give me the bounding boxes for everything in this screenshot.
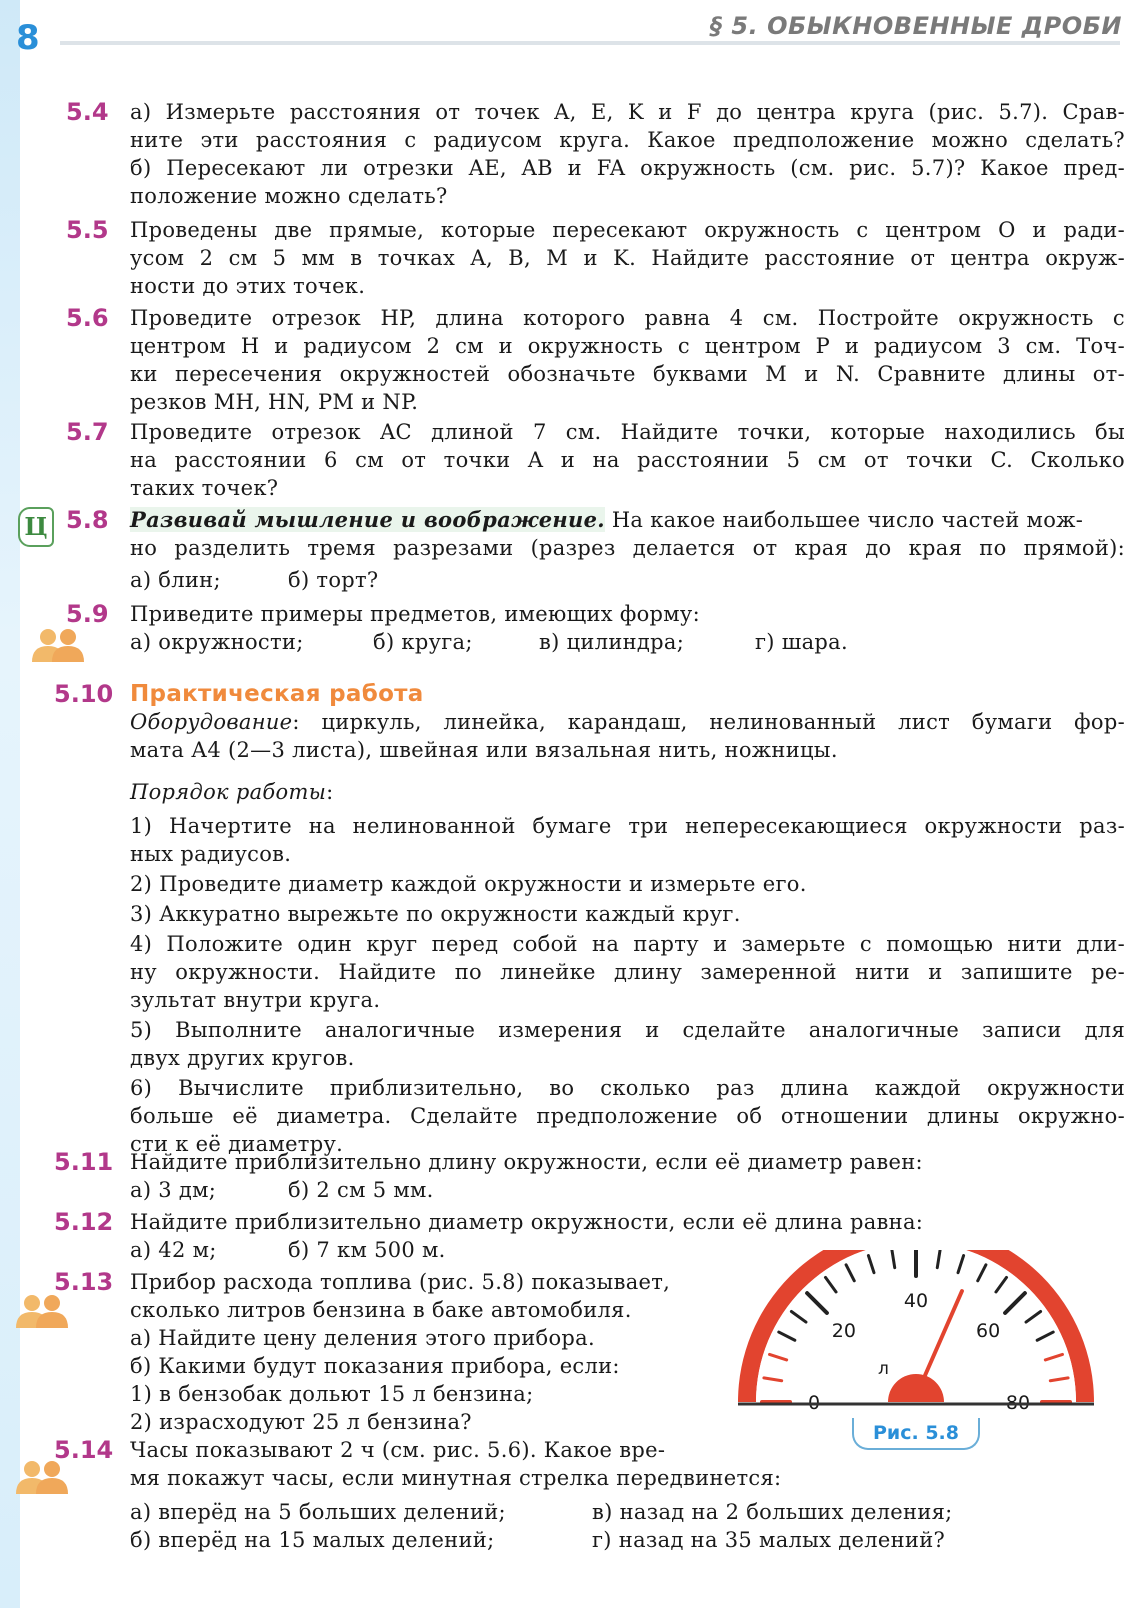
task-line: Часы показывают 2 ч (см. рис. 5.6). Какое вре- bbox=[130, 1438, 666, 1462]
task-number-5-4: 5.4 bbox=[66, 98, 109, 126]
task-line: 2) израсходуют 25 л бензина? bbox=[130, 1410, 472, 1434]
step-line: 1) Начертите на нелинованной бумаге три непересекающиеся окружности раз- bbox=[130, 814, 1125, 838]
task-number-5-6: 5.6 bbox=[66, 304, 109, 332]
task-line: Проведите отрезок HP, длина которого равна 4 см. Постройте окружность с bbox=[130, 306, 1125, 330]
task-number-5-9: 5.9 bbox=[66, 600, 109, 628]
step-line: 4) Положите один круг перед собой на парту и замерьте с помощью нити дли- bbox=[130, 932, 1125, 956]
step-line: 6) Вычислите приблизительно, во сколько раз длина каждой окружности bbox=[130, 1076, 1125, 1100]
steps-list bbox=[130, 812, 1125, 1158]
task-5-4 bbox=[130, 98, 1125, 210]
task-5-8 bbox=[130, 506, 1125, 594]
section-title: § 5. ОБЫКНОВЕННЫЕ ДРОБИ bbox=[710, 12, 1122, 40]
task-line bbox=[130, 708, 1125, 736]
task-line: на расстоянии 6 см от точки A и на расстоянии 5 см от точки C. Сколько bbox=[130, 448, 1125, 472]
task-line: Найдите приблизительно длину окружности, если её диаметр равен: bbox=[130, 1150, 923, 1174]
option-g: г) назад на 35 малых делений? bbox=[592, 1528, 946, 1552]
task-line: б) Пересекают ли отрезки AE, AB и FA окружность (см. рис. 5.7)? Какое пред- bbox=[130, 156, 1125, 180]
step-line: 5) Выполните аналогичные измерения и сделайте аналогичные записи для bbox=[130, 1018, 1125, 1042]
task-line bbox=[130, 506, 1125, 534]
task-line: но разделить тремя разрезами (разрез делается от края до края по прямой): bbox=[130, 536, 1125, 560]
task-line: Прибор расхода топлива (рис. 5.8) показывает, bbox=[130, 1270, 671, 1294]
page-number: 8 bbox=[16, 18, 40, 58]
task-line: ки пересечения окружностей обозначьте буквами M и N. Сравните длины от- bbox=[130, 362, 1125, 386]
pair-work-icon bbox=[14, 1294, 70, 1328]
gauge-unit-label: л bbox=[878, 1359, 889, 1379]
task-number-5-12: 5.12 bbox=[54, 1208, 114, 1236]
task-5-14 bbox=[130, 1436, 1125, 1554]
option-a: а) окружности; bbox=[130, 630, 304, 654]
task-number-5-14: 5.14 bbox=[54, 1436, 114, 1464]
task-line: мя покажут часы, если минутная стрелка передвинется: bbox=[130, 1466, 782, 1490]
option-a: а) вперёд на 5 больших делений; bbox=[130, 1500, 506, 1524]
option-b: б) 2 см 5 мм. bbox=[288, 1178, 434, 1202]
gauge-label: 40 bbox=[903, 1290, 929, 1312]
option-b: б) 7 км 500 м. bbox=[288, 1238, 446, 1262]
task-5-5 bbox=[130, 216, 1125, 300]
task-line: резков MH, HN, PM и NP. bbox=[130, 390, 419, 414]
option-v: в) назад на 2 больших деления; bbox=[592, 1500, 953, 1524]
option-b: б) торт? bbox=[288, 568, 379, 592]
gauge-label: 80 bbox=[1005, 1392, 1031, 1410]
task-line: 1) в бензобак дольют 15 л бензина; bbox=[130, 1382, 534, 1406]
pair-work-icon bbox=[30, 628, 86, 662]
task-options bbox=[130, 1498, 1125, 1526]
task-options bbox=[130, 566, 1125, 594]
task-line: Проведите отрезок AC длиной 7 см. Найдите точки, которые находились бы bbox=[130, 420, 1125, 444]
task-number-5-8: 5.8 bbox=[66, 506, 109, 534]
step-line: больше её диаметра. Сделайте предположение об отношении длины окружно- bbox=[130, 1104, 1125, 1128]
task-line: сколько литров бензина в баке автомобиля. bbox=[130, 1298, 632, 1322]
task-line: ните эти расстояния с радиусом круга. Какое предположение можно сделать? bbox=[130, 128, 1125, 152]
task-options bbox=[130, 1176, 1125, 1204]
figure-caption: Рис. 5.8 bbox=[852, 1418, 980, 1450]
gauge-label: 20 bbox=[831, 1319, 856, 1342]
fuel-gauge bbox=[732, 1250, 1100, 1410]
highlight-phrase: Развивай мышление и воображение. bbox=[130, 507, 605, 532]
task-number-5-13: 5.13 bbox=[54, 1268, 114, 1296]
step-line: сти к её диаметру. bbox=[130, 1132, 344, 1156]
option-d: г) шара. bbox=[755, 630, 848, 654]
task-5-10 bbox=[130, 680, 1125, 1158]
option-b: б) вперёд на 15 малых делений; bbox=[130, 1528, 495, 1552]
task-line: положение можно сделать? bbox=[130, 184, 448, 208]
task-line: мата А4 (2—3 листа), швейная или вязальная нить, ножницы. bbox=[130, 738, 838, 762]
header-rule bbox=[60, 41, 1120, 45]
task-number-5-10: 5.10 bbox=[54, 680, 114, 708]
task-line: ности до этих точек. bbox=[130, 274, 366, 298]
option-b: б) круга; bbox=[373, 630, 473, 654]
gauge-label: 0 bbox=[807, 1392, 821, 1410]
task-5-13 bbox=[130, 1268, 730, 1436]
task-text: : bbox=[326, 780, 334, 804]
task-line: центром H и радиусом 2 см и окружность с центром P и радиусом 3 см. Точ- bbox=[130, 334, 1125, 358]
thinking-badge-icon: Ц bbox=[18, 507, 54, 547]
option-c: в) цилиндра; bbox=[539, 630, 685, 654]
equipment-label: Оборудование bbox=[130, 710, 293, 734]
pair-work-icon bbox=[14, 1460, 70, 1494]
task-line: а) Найдите цену деления этого прибора. bbox=[130, 1326, 595, 1350]
task-options bbox=[130, 628, 1125, 656]
task-text: На какое наибольшее число частей мож- bbox=[604, 508, 1084, 532]
task-line: б) Какими будут показания прибора, если: bbox=[130, 1354, 620, 1378]
task-line: Проведены две прямые, которые пересекают окружность с центром O и ради- bbox=[130, 218, 1125, 242]
task-line: таких точек? bbox=[130, 476, 279, 500]
gauge-label: 60 bbox=[976, 1319, 1001, 1342]
task-number-5-7: 5.7 bbox=[66, 418, 109, 446]
step-line: ну окружности. Найдите по линейке длину замеренной нити и запишите ре- bbox=[130, 960, 1125, 984]
option-a: а) 42 м; bbox=[130, 1238, 217, 1262]
step-line: зультат внутри круга. bbox=[130, 988, 381, 1012]
task-5-11 bbox=[130, 1148, 1125, 1204]
step-line: 3) Аккуратно вырежьте по окружности каждый круг. bbox=[130, 902, 741, 926]
task-5-6 bbox=[130, 304, 1125, 416]
option-a: а) блин; bbox=[130, 568, 221, 592]
step-line: ных радиусов. bbox=[130, 842, 292, 866]
task-line bbox=[130, 778, 1125, 806]
task-5-7 bbox=[130, 418, 1125, 502]
option-a: а) 3 дм; bbox=[130, 1178, 217, 1202]
task-line: Приведите примеры предметов, имеющих форму: bbox=[130, 602, 700, 626]
page-edge-strip bbox=[0, 0, 20, 1608]
task-number-5-5: 5.5 bbox=[66, 216, 109, 244]
practical-work-title: Практическая работа bbox=[130, 681, 424, 707]
task-line: усом 2 см 5 мм в точках A, B, M и K. Найдите расстояние от центра окруж- bbox=[130, 246, 1125, 270]
task-text: : циркуль, линейка, карандаш, нелинованный лист бумаги фор- bbox=[292, 710, 1125, 734]
step-line: 2) Проведите диаметр каждой окружности и измерьте его. bbox=[130, 872, 807, 896]
task-line: а) Измерьте расстояния от точек A, E, K и F до центра круга (рис. 5.7). Срав- bbox=[130, 100, 1125, 124]
task-options bbox=[130, 1526, 1125, 1554]
order-label: Порядок работы bbox=[130, 780, 327, 804]
step-line: двух других кругов. bbox=[130, 1046, 355, 1070]
task-5-9 bbox=[130, 600, 1125, 656]
task-line: Найдите приблизительно диаметр окружности, если её длина равна: bbox=[130, 1210, 924, 1234]
task-number-5-11: 5.11 bbox=[54, 1148, 114, 1176]
